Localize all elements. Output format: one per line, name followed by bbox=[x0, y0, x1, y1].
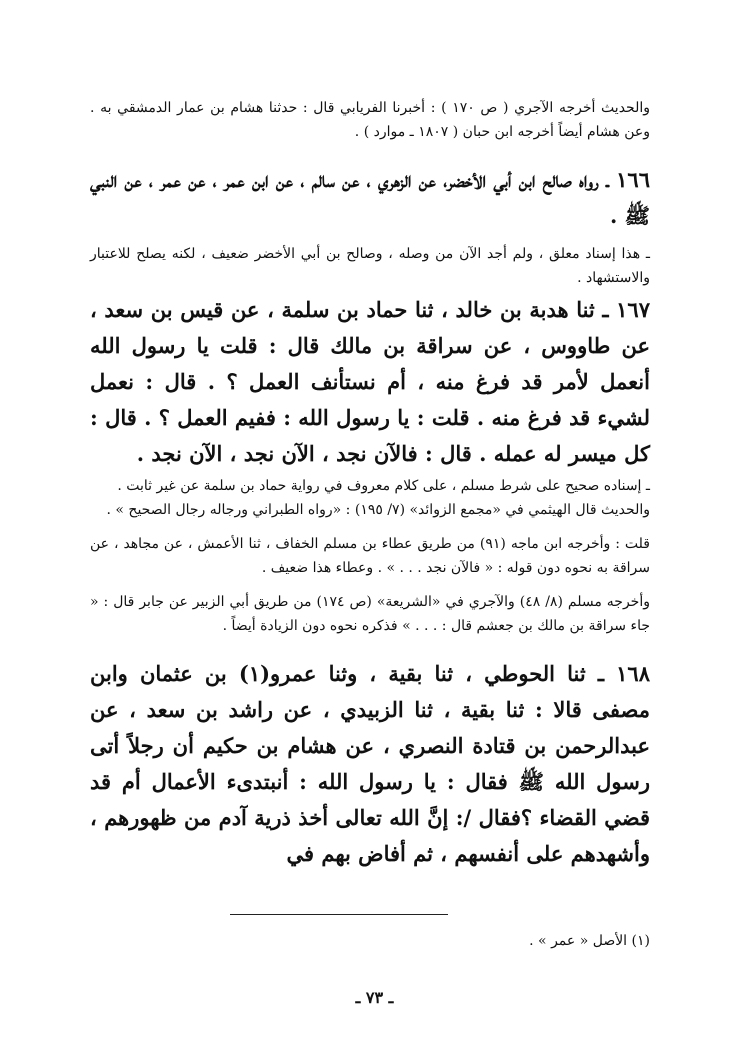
intro-note: والحديث أخرجه الآجري ( ص ١٧٠ ) : أخبرنا الفريابي قال : حدثنا هشام بن عمار الدمشقي به . وعن هشام أيضاً أخرجه ابن حبان ( ١٨٠٧ ـ موارد ) . bbox=[90, 100, 650, 140]
page-number: ـ ٧٣ ـ bbox=[355, 988, 394, 1007]
hadith-167: ١٦٧ ـ ثنا هدبة بن خالد ، ثنا حماد بن سلمة ، عن قيس بن سعد ، عن طاووس ، عن سراقة بن مالك قال : قلت يا رسول الله أنعمل لأمر قد فرغ منه ، أم نستأنف العمل ؟ . قال : نعمل لشيء قد فرغ منه . قلت : يا رسول الله : ففيم العمل ؟ . قال : كل ميسر له عمله . قال : فالآن نجد ، الآن نجد ، الآن نجد . bbox=[90, 297, 650, 466]
note-167-ibn-majah: قلت : وأخرجه ابن ماجه (٩١) من طريق عطاء بن مسلم الخفاف ، ثنا الأعمش ، عن مجاهد ، عن سراقة به نحوه دون قوله : « فالآن نجد . . . » . وعطاء هذا ضعيف . bbox=[90, 536, 651, 576]
note-167-muslim: وأخرجه مسلم (٨/ ٤٨) والآجري في «الشريعة» (ص ١٧٤) من طريق أبي الزبير عن جابر قال : « جاء سراقة بن مالك بن جعشم قال : . . . » فذكره نحوه دون الزيادة أيضاً . bbox=[90, 594, 650, 634]
page-body bbox=[90, 96, 650, 872]
hadith-168: ١٦٨ ـ ثنا الحوطي ، ثنا بقية ، وثنا عمرو(١) بن عثمان وابن مصفى قالا : ثنا بقية ، ثنا الزبيدي ، عن راشد بن سعد ، عن عبدالرحمن بن قتادة النصري ، عن هشام بن حكيم أن رجلاً أتى رسول الله ﷺ فقال : يا رسول الله : أنبتدىء الأعمال أم قد قضي القضاء ؟فقال /: إنَّ الله تعالى أخذ ذرية آدم من ظهورهم ، وأشهدهم على أنفسهم ، ثم أفاض بهم في bbox=[90, 661, 650, 866]
footnote-divider bbox=[230, 914, 448, 915]
note-167-grading: ـ إسناده صحيح على شرط مسلم ، على كلام معروف في رواية حماد بن سلمة عن غير ثابت . bbox=[117, 478, 650, 494]
footnote: (١) الأصل « عمر » . bbox=[529, 933, 650, 949]
hadith-166: ١٦٦ ـ رواه صالح ابن أبي الأخضر، عن الزهري ، عن سالم ، عن ابن عمر ، عن عمر ، عن النبي ﷺ . bbox=[90, 167, 650, 228]
note-166: ـ هذا إسناد معلق ، ولم أجد الآن من وصله ، وصالح بن أبي الأخضر ضعيف ، لكنه يصلح للاعتبار والاستشهاد . bbox=[90, 246, 650, 286]
note-167-haythami: والحديث قال الهيثمي في «مجمع الزوائد» (٧/ ١٩٥) : «رواه الطبراني ورجاله رجال الصحيح » . bbox=[106, 502, 650, 518]
